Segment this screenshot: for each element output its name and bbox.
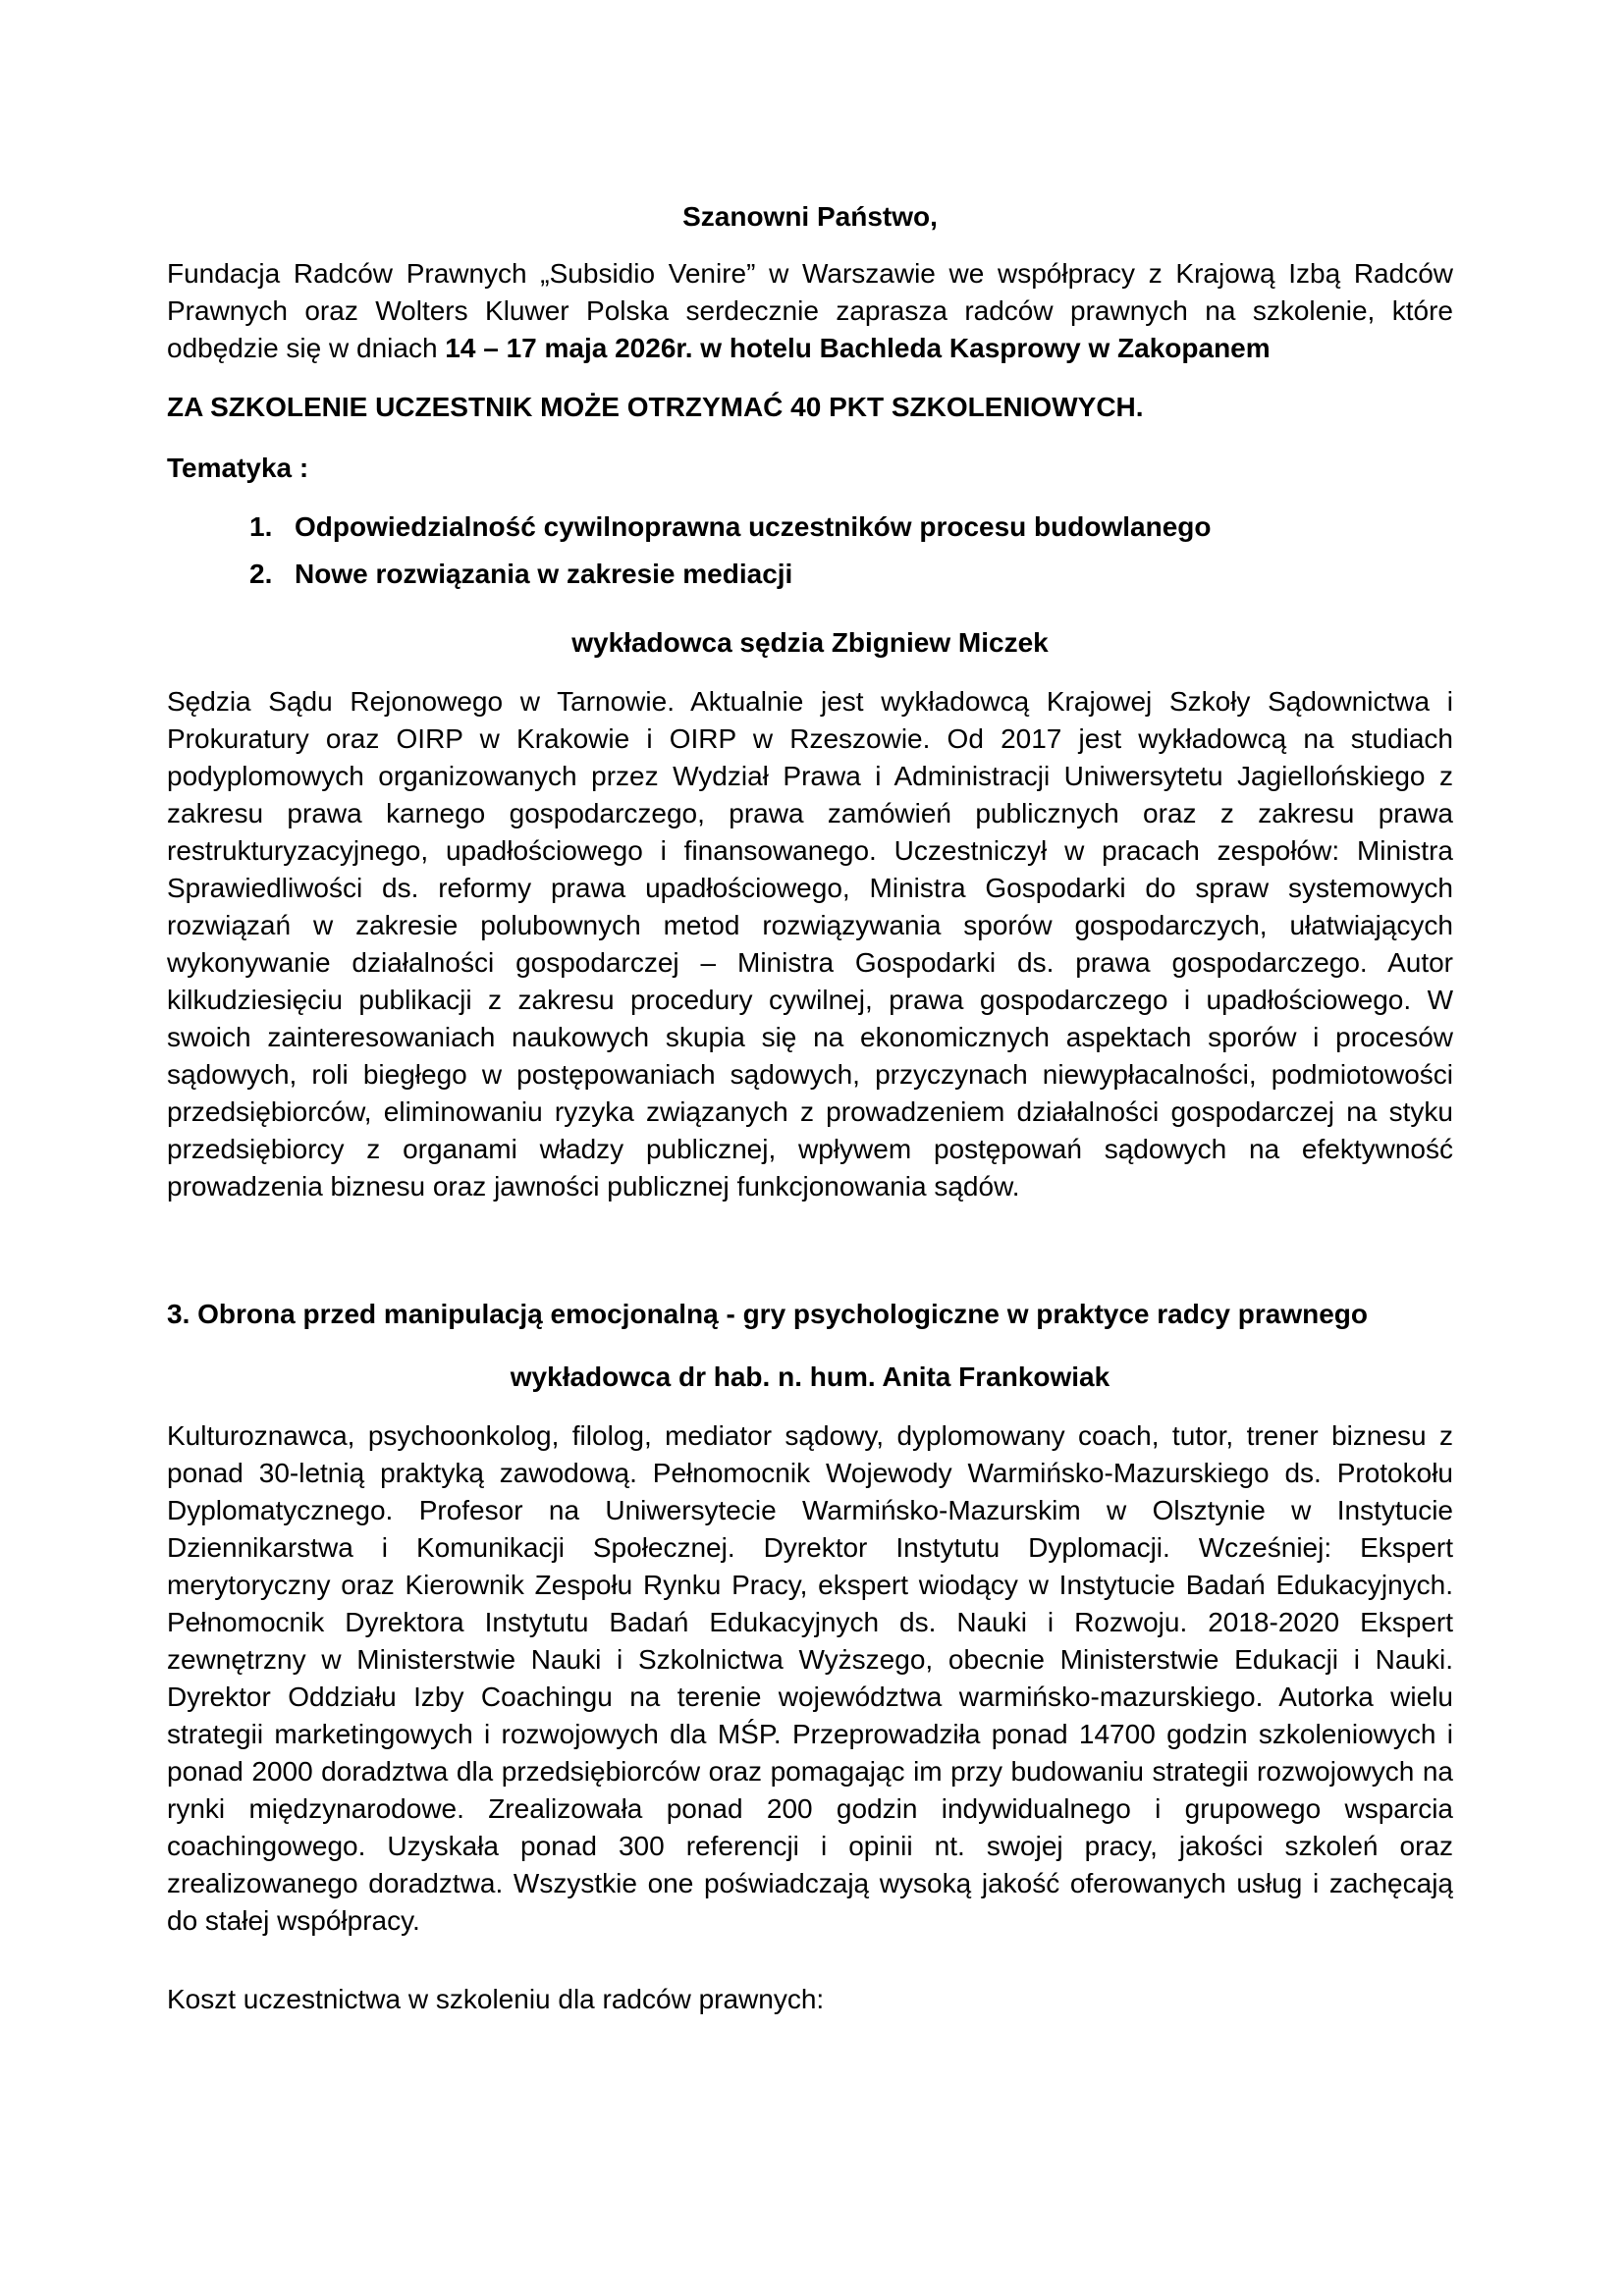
points-notice: ZA SZKOLENIE UCZESTNIK MOŻE OTRZYMAĆ 40 PKT SZKOLENIOWYCH. <box>167 392 1144 422</box>
lecturer1-heading: wykładowca sędzia Zbigniew Miczek <box>571 627 1049 658</box>
topics-list <box>167 508 1453 593</box>
topic-item-2-number: 2. <box>249 559 273 589</box>
topic-item-2 <box>167 556 1453 593</box>
lecturer2-heading: wykładowca dr hab. n. hum. Anita Frankowiak <box>510 1362 1110 1392</box>
lecturer1-bio: Sędzia Sądu Rejonowego w Tarnowie. Aktualnie jest wykładowcą Krajowej Szkoły Sądownictwa i Prokuratury oraz OIRP w Krakowie i OIRP w Rzeszowie. Od 2017 jest wykładowcą na studiach podyplomowych organizowanych przez Wydział Prawa i Administracji Uniwersytetu Jagiellońskiego z zakresu prawa karnego gospodarczego, prawa zamówień publicznych oraz z zakresu prawa restrukturyzacyjnego, upadłościowego i finansowanego. Uczestniczył w pracach zespołów: Ministra Sprawiedliwości ds. reformy prawa upadłościowego, Ministra Gospodarki do spraw systemowych rozwiązań w zakresie polubownych metod rozwiązywania sporów gospodarczych, ułatwiających wykonywanie działalności gospodarczej – Ministra Gospodarki ds. prawa gospodarczego. Autor kilkudziesięciu publikacji z zakresu procedury cywilnej, prawa gospodarczego i upadłościowego. W swoich zainteresowaniach naukowych skupia się na ekonomicznych aspektach sporów i procesów sądowych, roli biegłego w postępowaniach sądowych, przyczynach niewypłacalności, podmiotowości przedsiębiorców, eliminowaniu ryzyka związanych z prowadzeniem działalności gospodarczej na styku przedsiębiorcy z organami władzy publicznej, wpływem postępowań sądowych na efektywność prowadzenia biznesu oraz jawności publicznej funkcjonowania sądów. <box>167 686 1453 1201</box>
intro-dates-venue: 14 – 17 maja 2026r. w hotelu Bachleda Kasprowy w Zakopanem <box>445 333 1271 363</box>
salutation-heading: Szanowni Państwo, <box>682 201 938 232</box>
topic-item-1-label: Odpowiedzialność cywilnoprawna uczestników procesu budowlanego <box>295 511 1212 542</box>
topic3-heading: 3. Obrona przed manipulacją emocjonalną - gry psychologiczne w praktyce radcy prawnego <box>167 1299 1369 1329</box>
topic-item-1-number: 1. <box>249 511 273 542</box>
intro-text: Fundacja Radców Prawnych „Subsidio Venire” w Warszawie we współpracy z Krajową Izbą Radców Prawnych oraz Wolters Kluwer Polska serdecznie zaprasza radców prawnych na szkolenie, które odbędzie się w dniach <box>167 258 1453 363</box>
topics-heading: Tematyka : <box>167 453 309 483</box>
intro-paragraph <box>167 255 1453 367</box>
cost-line: Koszt uczestnictwa w szkoleniu dla radców prawnych: <box>167 1984 825 2014</box>
topic-item-2-label: Nowe rozwiązania w zakresie mediacji <box>295 559 793 589</box>
lecturer2-bio: Kulturoznawca, psychoonkolog, filolog, mediator sądowy, dyplomowany coach, tutor, trener biznesu z ponad 30-letnią praktyką zawodową. Pełnomocnik Wojewody Warmińsko-Mazurskiego ds. Protokołu Dyplomatycznego. Profesor na Uniwersytecie Warmińsko-Mazurskim w Olsztynie w Instytucie Dziennikarstwa i Komunikacji Społecznej. Dyrektor Instytutu Dyplomacji. Wcześniej: Ekspert merytoryczny oraz Kierownik Zespołu Rynku Pracy, ekspert wiodący w Instytucie Badań Edukacyjnych. Pełnomocnik Dyrektora Instytutu Badań Edukacyjnych ds. Nauki i Rozwoju. 2018-2020 Ekspert zewnętrzny w Ministerstwie Nauki i Szkolnictwa Wyższego, obecnie Ministerstwie Edukacji i Nauki. Dyrektor Oddziału Izby Coachingu na terenie województwa warmińsko-mazurskiego. Autorka wielu strategii marketingowych i rozwojowych dla MŚP. Przeprowadziła ponad 14700 godzin szkoleniowych i ponad 2000 doradztwa dla przedsiębiorców oraz pomagając im przy budowaniu strategii rozwojowych na rynki międzynarodowe. Zrealizowała ponad 200 godzin indywidualnego i grupowego wsparcia coachingowego. Uzyskała ponad 300 referencji i opinii nt. swojej pracy, jakości szkoleń oraz zrealizowanego doradztwa. Wszystkie one poświadczają wysoką jakość oferowanych usług i zachęcają do stałej współpracy. <box>167 1420 1453 1936</box>
topic-item-1 <box>167 508 1453 546</box>
